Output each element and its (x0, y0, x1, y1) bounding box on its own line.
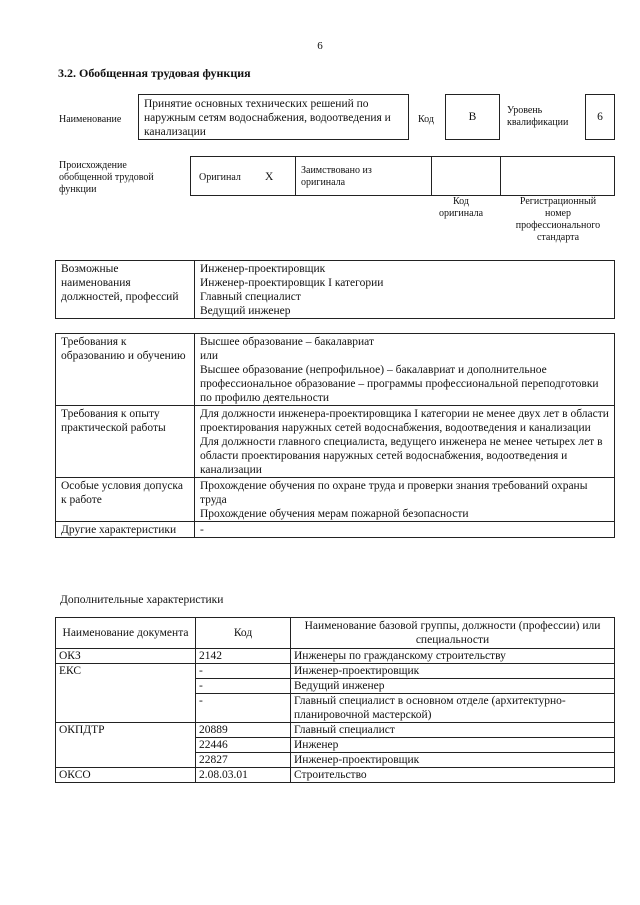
line: Для должности инженера-проектировщика I категории не менее двух лет в области проектирования наружных сетей водоснабжения, водоотведения и канализации (200, 408, 609, 434)
table-row (56, 723, 615, 738)
divider (431, 157, 432, 195)
code-cell: 2142 (196, 649, 291, 664)
line: Высшее образование (непрофильное) – бакалавриат и дополнительное профессиональное образование – программы профессиональной переподготовки по профилю деятельности (200, 364, 599, 404)
origin-box (190, 156, 615, 196)
code-label: Код (418, 114, 434, 125)
name-cell: Строительство (291, 768, 615, 783)
table-row (56, 522, 615, 538)
name-cell: Главный специалист (291, 723, 615, 738)
divider (295, 157, 296, 195)
list-item: Главный специалист (200, 291, 301, 303)
code-cell: 22827 (196, 753, 291, 768)
line: Прохождение обучения по охране труда и проверки знания требований охраны труда (200, 480, 588, 506)
origin-label: Происхождение обобщенной трудовой функции (59, 160, 154, 195)
requirement-label: Особые условия допуска к работе (56, 478, 195, 522)
column-header: Наименование базовой группы, должности (профессии) или специальности (291, 618, 615, 649)
requirement-value (195, 478, 615, 522)
name-cell: Инженер (291, 738, 615, 753)
positions-table (55, 260, 615, 319)
code-cell: - (196, 664, 291, 679)
positions-list (195, 261, 615, 319)
original-mark: X (265, 171, 274, 183)
code-value: В (445, 94, 500, 140)
requirement-label: Другие характеристики (56, 522, 195, 538)
borrowed-label: Заимствовано из оригинала (301, 165, 372, 188)
additional-table (55, 617, 615, 783)
line: Высшее образование – бакалавриат (200, 336, 374, 348)
name-cell: Инженеры по гражданскому строительству (291, 649, 615, 664)
table-row (56, 478, 615, 522)
table-row (56, 664, 615, 679)
table-row (56, 406, 615, 478)
doc-cell: ОКЗ (56, 649, 196, 664)
divider (500, 157, 501, 195)
doc-cell: ОКПДТР (56, 723, 196, 768)
list-item: Инженер-проектировщик (200, 263, 326, 275)
level-label: Уровень квалификации (507, 105, 569, 128)
code-cell: - (196, 679, 291, 694)
code-cell: - (196, 694, 291, 723)
requirement-value (195, 334, 615, 406)
line: Для должности главного специалиста, ведущего инженера не менее четырех лет в области проектирования наружных сетей водоснабжения, водоотведения и канализации (200, 436, 603, 476)
table-header-row (56, 618, 615, 649)
name-label: Наименование (59, 114, 122, 125)
line: - (200, 524, 204, 536)
page-number: 6 (317, 40, 323, 52)
line: или (200, 350, 219, 362)
reg-number-caption: Регистрационный номер профессионального стандарта (515, 196, 601, 243)
section-title: 3.2. Обобщенная трудовая функция (58, 66, 251, 80)
table-row (56, 649, 615, 664)
column-header: Код (196, 618, 291, 649)
level-value: 6 (585, 94, 615, 140)
name-cell: Инженер-проектировщик (291, 664, 615, 679)
code-cell: 22446 (196, 738, 291, 753)
requirement-value (195, 522, 615, 538)
list-item: Инженер-проектировщик I категории (200, 277, 384, 289)
requirement-label: Требования к образованию и обучению (56, 334, 195, 406)
original-label: Оригинал (199, 172, 241, 183)
positions-label: Возможные наименования должностей, профессий (56, 261, 195, 319)
requirement-label: Требования к опыту практической работы (56, 406, 195, 478)
table-row (56, 334, 615, 406)
code-cell: 2.08.03.01 (196, 768, 291, 783)
table-row (56, 768, 615, 783)
code-cell: 20889 (196, 723, 291, 738)
column-header: Наименование документа (56, 618, 196, 649)
name-value: Принятие основных технических решений по наружным сетям водоснабжения, водоотведения и канализации (138, 94, 409, 140)
line: Прохождение обучения мерам пожарной безопасности (200, 508, 469, 520)
additional-title: Дополнительные характеристики (60, 594, 224, 606)
doc-cell: ОКСО (56, 768, 196, 783)
requirements-table (55, 333, 615, 538)
name-cell: Инженер-проектировщик (291, 753, 615, 768)
name-cell: Ведущий инженер (291, 679, 615, 694)
list-item: Ведущий инженер (200, 305, 291, 317)
code-original-caption: Код оригинала (438, 196, 484, 219)
name-cell: Главный специалист в основном отделе (архитектурно-планировочной мастерской) (291, 694, 615, 723)
requirement-value (195, 406, 615, 478)
doc-cell: ЕКС (56, 664, 196, 723)
